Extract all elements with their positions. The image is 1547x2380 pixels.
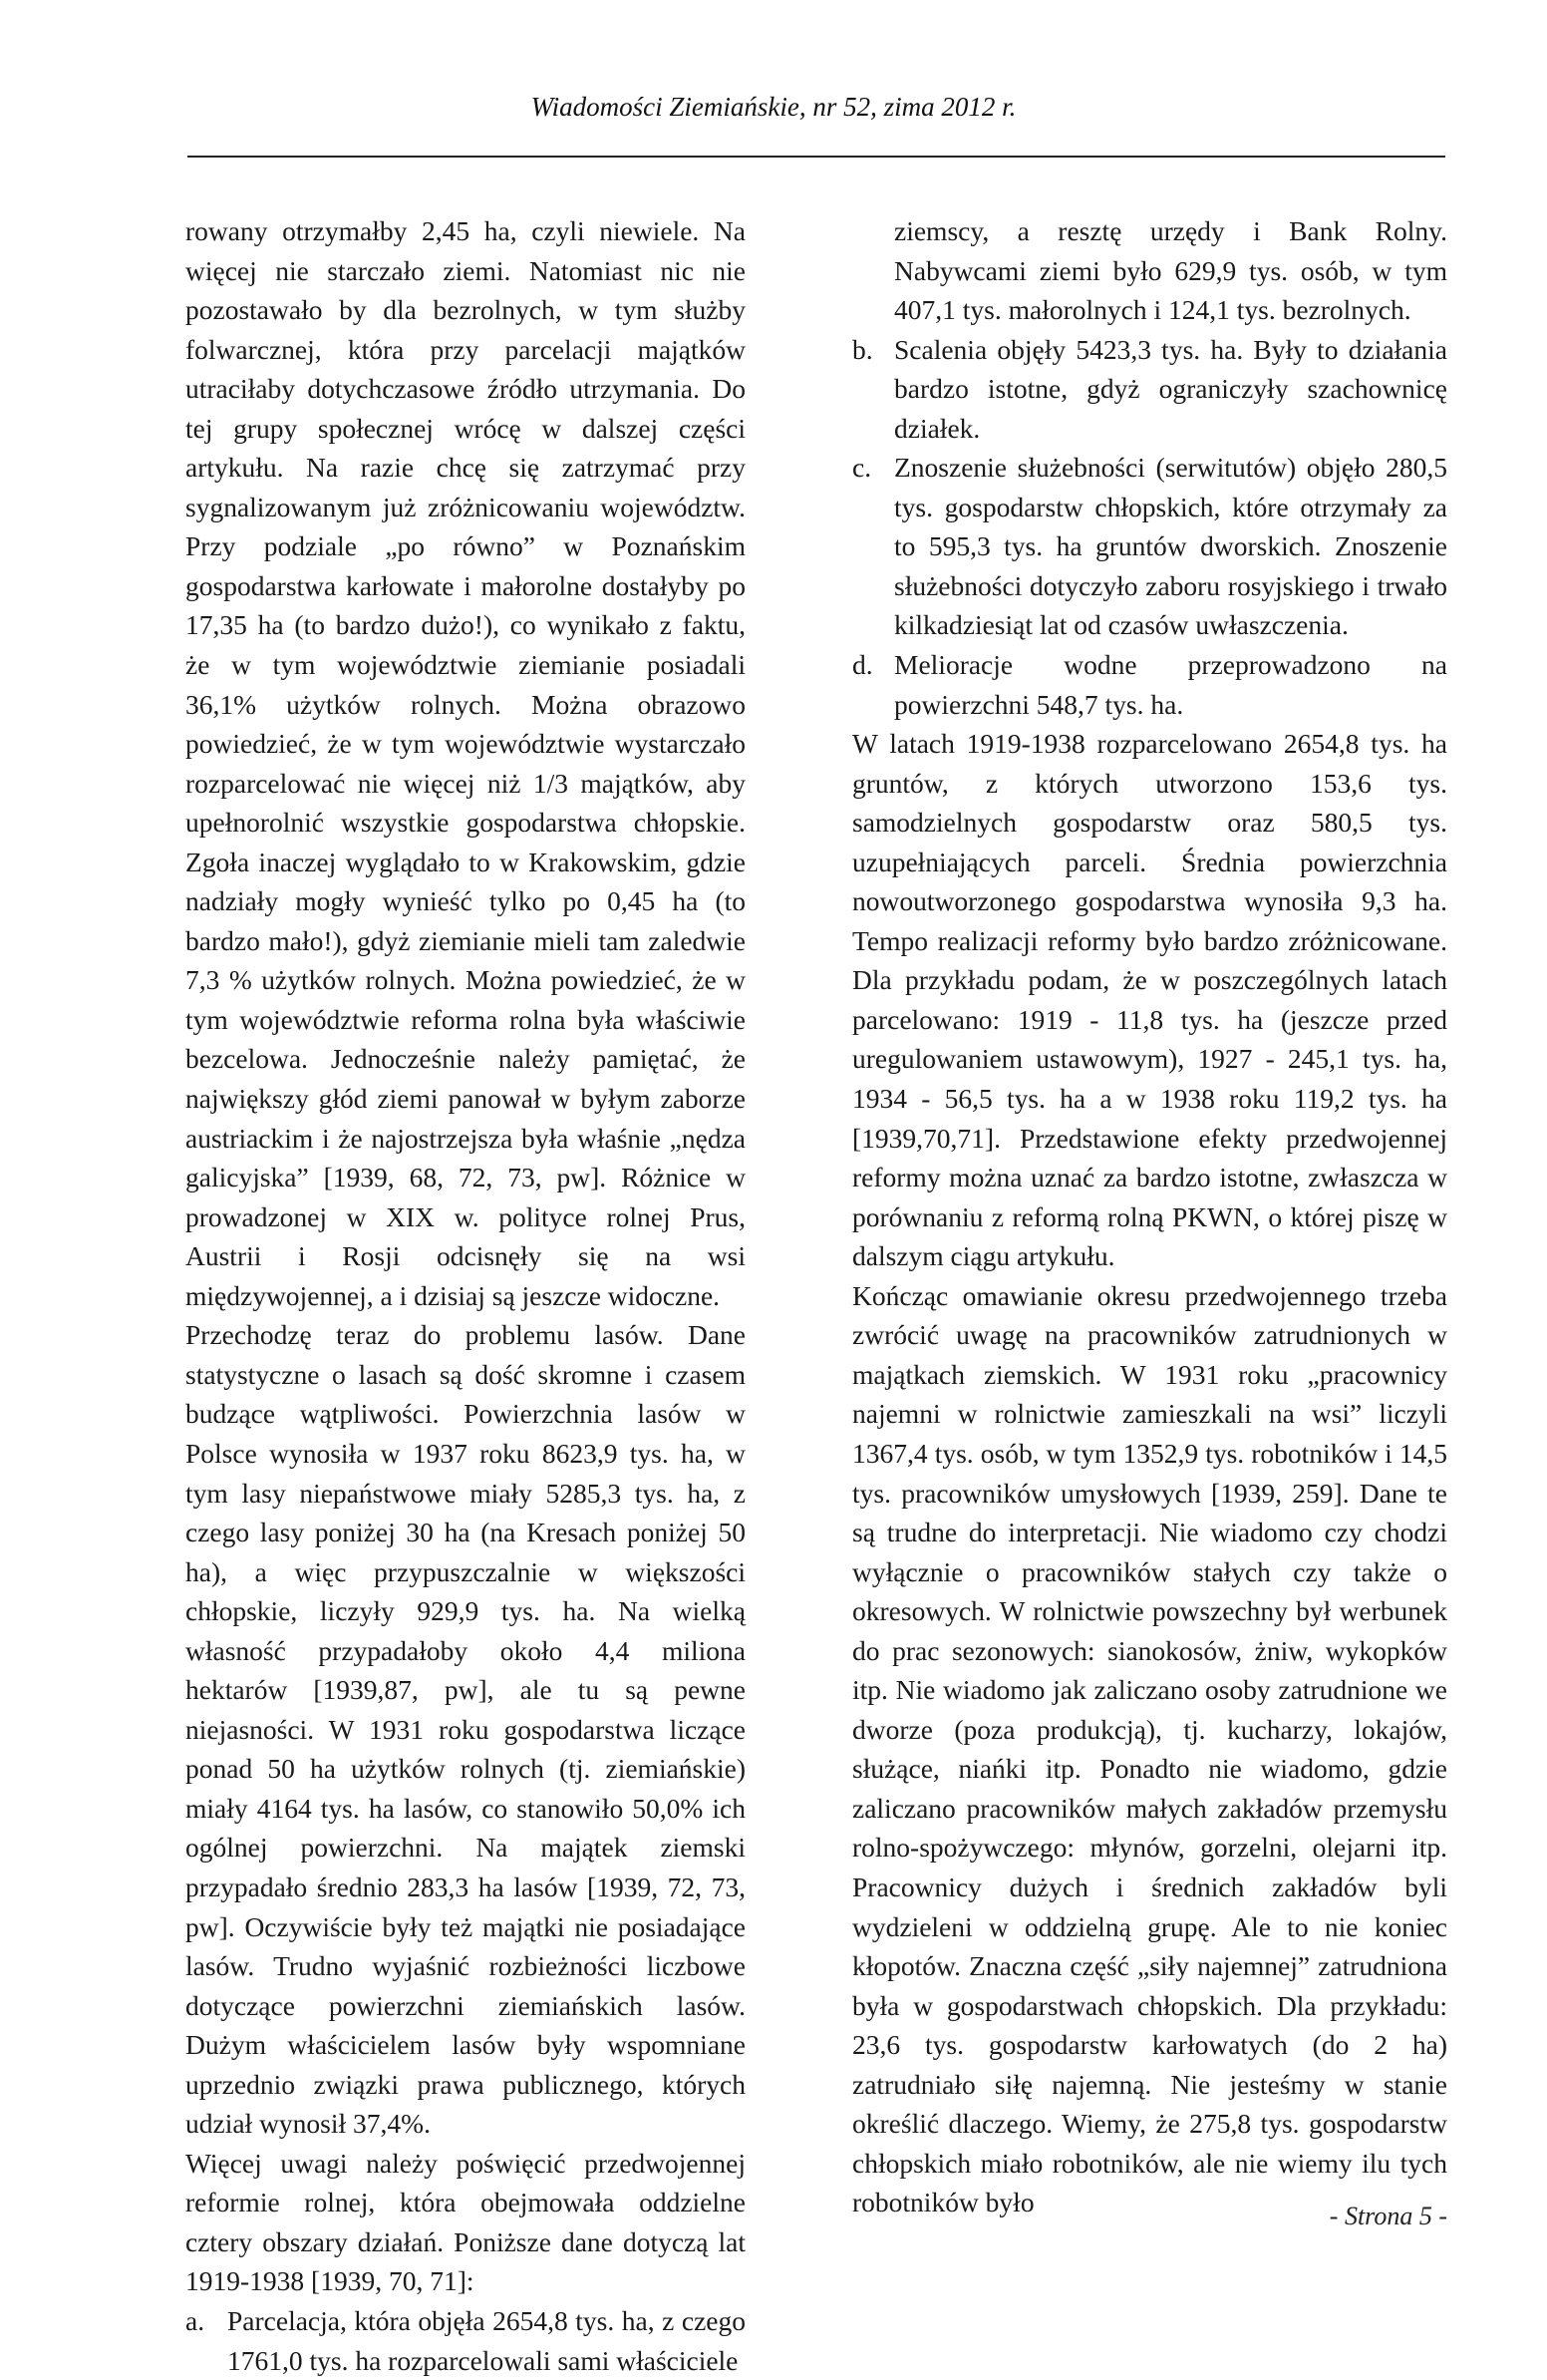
list-item-b bbox=[852, 330, 1447, 449]
list-item-label: a. bbox=[185, 2304, 205, 2336]
paragraph: Kończąc omawianie okresu przedwojennego trzeba zwrócić uwagę na pracowników zatrudnionych w majątkach ziemskich. W 1931 roku „pracownicy najemni w rolnictwie zamieszkali na wsi” liczyli 1367,4 tys. osób, w tym 1352,9 tys. robotników i 14,5 tys. pracowników umysłowych [1939, 259]. Dane te są trudne do interpretacji. Nie wiadomo czy chodzi wyłącznie o pracowników stałych czy także o okresowych. W rolnictwie powszechny był werbunek do prac sezonowych: sianokosów, żniw, wykopków itp. Nie wiadomo jak zaliczano osoby zatrudnione we dworze (poza produkcją), tj. kucharzy, lokajów, służące, niańki itp. Ponadto nie wiadomo, gdzie zaliczano pracowników małych zakładów przemysłu rolno-spożywczego: młynów, gorzelni, olejarni itp. Pracownicy dużych i średnich zakładów byli wydzieleni w oddzielną grupę. Ale to nie koniec kłopotów. Znaczna część „siły najemnej” zatrudniona była w gospodarstwach chłopskich. Dla przykładu: 23,6 tys. gospodarstw karłowatych (do 2 ha) zatrudniało siłę najemną. Nie jesteśmy w stanie określić dlaczego. Wiemy, że 275,8 tys. gospodarstw chłopskich miało robotników, ale nie wiemy ilu tych robotników było bbox=[852, 1279, 1447, 2218]
list-item-text: Scalenia objęły 5423,3 tys. ha. Były to działania bardzo istotne, gdyż ograniczyły szachownicę działek. bbox=[894, 333, 1447, 444]
list-item-a-continued bbox=[852, 211, 1447, 330]
list-item-label: d. bbox=[852, 649, 873, 681]
list-item-d bbox=[852, 645, 1447, 724]
list-item-text: ziemscy, a resztę urzędy i Bank Rolny. Nabywcami ziemi było 629,9 tys. osób, w tym 407,1 tys. małorolnych i 124,1 tys. bezrolnych. bbox=[894, 215, 1447, 326]
left-column bbox=[185, 211, 746, 2380]
list-item-text: Znoszenie służebności (serwitutów) objęło 280,5 tys. gospodarstw chłopskich, które otrzymały za to 595,3 tys. ha gruntów dworskich. Znoszenie służebności dotyczyło zaboru rosyjskiego i trwało kilkadziesiąt lat od czasów uwłaszczenia. bbox=[894, 452, 1447, 641]
list-item-label: c. bbox=[852, 452, 872, 484]
page-number: - Strona 5 - bbox=[1329, 2202, 1447, 2230]
header-rule bbox=[187, 156, 1445, 158]
list-item-label: b. bbox=[852, 333, 873, 365]
list-item-c bbox=[852, 448, 1447, 645]
paragraph: rowany otrzymałby 2,45 ha, czyli niewiele. Na więcej nie starczało ziemi. Natomiast nic nie pozostawało by dla bezrolnych, w tym służby folwarcznej, która przy parcelacji majątków utraciłaby dotychczasowe źródło utrzymania. Do tej grupy społecznej wrócę w dalszej części artykułu. Na razie chcę się zatrzymać przy sygnalizowanym już zróżnicowaniu województw. Przy podziale „po równo” w Poznańskim gospodarstwa karłowate i małorolne dostałyby po 17,35 ha (to bardzo dużo!), co wynikało z faktu, że w tym województwie ziemianie posiadali 36,1% użytków rolnych. Można obrazowo powiedzieć, że w tym województwie wystarczało rozparcelować nie więcej niż 1/3 majątków, aby upełnorolnić wszystkie gospodarstwa chłopskie. Zgoła inaczej wyglądało to w Krakowskim, gdzie nadziały mogły wynieść tylko po 0,45 ha (to bardzo mało!), gdyż ziemianie mieli tam zaledwie 7,3 % użytków rolnych. Można powiedzieć, że w tym województwie reforma rolna była właściwie bezcelowa. Jednocześnie należy pamiętać, że największy głód ziemi panował w byłym zaborze austriackim i że najostrzejsza była właśnie „nędza galicyjska” [1939, 68, 72, 73, pw]. Różnice w prowadzonej w XIX w. polityce rolnej Prus, Austrii i Rosji odcisnęły się na wsi międzywojennej, a i dzisiaj są jeszcze widoczne. bbox=[185, 215, 746, 1311]
running-header: Wiadomości Ziemiańskie, nr 52, zima 2012 r. bbox=[530, 92, 1017, 122]
right-column bbox=[852, 211, 1447, 2222]
paragraph: Przechodzę teraz do problemu lasów. Dane statystyczne o lasach są dość skromne i czasem budzące wątpliwości. Powierzchnia lasów w Polsce wynosiła w 1937 roku 8623,9 tys. ha, w tym lasy niepaństwowe miały 5285,3 tys. ha, z czego lasy poniżej 30 ha (na Kresach poniżej 50 ha), a więc przypuszczalnie w większości chłopskie, liczyły 929,9 tys. ha. Na wielką własność przypadałoby około 4,4 miliona hektarów [1939,87, pw], ale tu są pewne niejasności. W 1931 roku gospodarstwa liczące ponad 50 ha użytków rolnych (tj. ziemiańskie) miały 4164 tys. ha lasów, co stanowiło 50,0% ich ogólnej powierzchni. Na majątek ziemski przypadało średnio 283,3 ha lasów [1939, 72, 73, pw]. Oczywiście były też majątki nie posiadające lasów. Trudno wyjaśnić rozbieżności liczbowe dotyczące powierzchni ziemiańskich lasów. Dużym właścicielem lasów były wspomniane uprzednio związki prawa publicznego, których udział wynosił 37,4%. bbox=[185, 1319, 746, 2140]
paragraph: W latach 1919-1938 rozparcelowano 2654,8 tys. ha gruntów, z których utworzono 153,6 tys. samodzielnych gospodarstw oraz 580,5 tys. uzupełniających parceli. Średnia powierzchnia nowoutworzonego gospodarstwa wynosiła 9,3 ha. Tempo realizacji reformy było bardzo zróżnicowane. Dla przykładu podam, że w poszczególnych latach parcelowano: 1919 - 11,8 tys. ha (jeszcze przed uregulowaniem ustawowym), 1927 - 245,1 tys. ha, 1934 - 56,5 tys. ha a w 1938 roku 119,2 tys. ha [1939,70,71]. Przedstawione efekty przedwojennej reformy można uznać za bardzo istotne, zwłaszcza w porównaniu z reformą rolną PKWN, o której piszę w dalszym ciągu artykułu. bbox=[852, 728, 1447, 1272]
list-item-text: Parcelacja, która objęła 2654,8 tys. ha, z czego 1761,0 tys. ha rozparcelowali sami właściciele bbox=[227, 2304, 746, 2376]
paragraph: Więcej uwagi należy poświęcić przedwojennej reformie rolnej, która obejmowała oddzielne cztery obszary działań. Poniższe dane dotyczą lat 1919-1938 [1939, 70, 71]: bbox=[185, 2147, 746, 2297]
list-item-text: Melioracje wodne przeprowadzono na powierzchni 548,7 tys. ha. bbox=[894, 649, 1447, 720]
list-item-a bbox=[185, 2301, 746, 2380]
